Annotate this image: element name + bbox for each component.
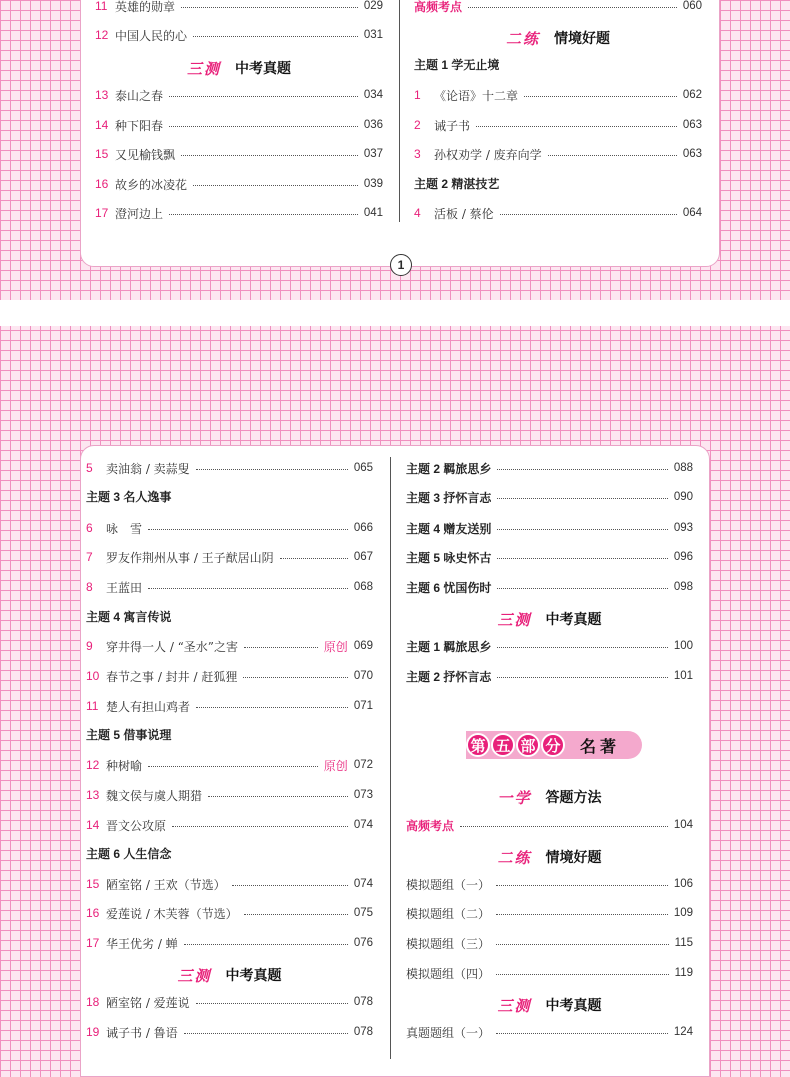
dot-leader — [496, 974, 669, 975]
column-divider-top — [399, 0, 400, 222]
dot-leader — [184, 944, 348, 945]
entry-title: 主题 5 咏史怀古 — [406, 550, 492, 565]
toc-entry[interactable] — [95, 0, 383, 16]
entry-title: 真题题组（一） — [406, 1025, 491, 1040]
toc-entry[interactable] — [414, 0, 702, 16]
entry-title: 故乡的冰凌花 — [115, 177, 188, 192]
entry-number: 1 — [414, 88, 421, 102]
toc-entry[interactable] — [406, 963, 693, 983]
section-label: 中考真题 — [225, 967, 282, 983]
toc-entry[interactable] — [406, 903, 693, 923]
entry-page: 063 — [682, 148, 702, 160]
entry-page: 069 — [353, 640, 373, 652]
part-char: 部 — [516, 733, 540, 757]
toc-entry[interactable] — [86, 458, 373, 478]
dot-leader — [497, 588, 667, 589]
entry-title: 种下阳春 — [115, 118, 164, 133]
entry-page: 101 — [673, 670, 693, 682]
entry-page: 029 — [363, 0, 383, 12]
dot-leader — [460, 826, 668, 827]
dot-leader — [497, 498, 667, 499]
entry-title: 模拟题组（三） — [406, 936, 491, 951]
entry-page: 071 — [353, 700, 373, 712]
entry-number: 11 — [95, 0, 108, 13]
toc-entry[interactable] — [406, 458, 693, 478]
entry-title: 模拟题组（二） — [406, 906, 491, 921]
original-note: 原创 — [323, 639, 348, 654]
entry-title: 王蓝田 — [106, 580, 143, 595]
section-tag: 二练 — [497, 849, 532, 867]
dot-leader — [181, 7, 358, 8]
theme-heading: 主题 2 精湛技艺 — [414, 177, 500, 191]
entry-page: 124 — [673, 1026, 693, 1038]
entry-number: 18 — [86, 995, 100, 1009]
entry-title: 主题 4 赠友送别 — [406, 521, 492, 536]
entry-title: 主题 6 忧国伤时 — [406, 580, 492, 595]
entry-number: 19 — [86, 1025, 100, 1039]
section-tag: 二练 — [505, 30, 540, 48]
toc-entry[interactable] — [86, 785, 373, 805]
toc-entry[interactable] — [86, 1022, 373, 1042]
dot-leader — [244, 914, 348, 915]
part-char: 分 — [541, 733, 565, 757]
entry-page: 098 — [673, 581, 693, 593]
entry-page: 070 — [353, 670, 373, 682]
entry-title: 中国人民的心 — [115, 28, 188, 43]
entry-page: 062 — [682, 89, 702, 101]
toc-entry[interactable] — [86, 903, 373, 923]
entry-page: 063 — [682, 119, 702, 131]
toc-entry[interactable] — [406, 933, 693, 953]
entry-title: 楚人有担山鸡者 — [106, 699, 191, 714]
page-number: 1 — [390, 254, 412, 276]
dot-leader — [184, 1033, 348, 1034]
toc-entry[interactable] — [406, 577, 693, 597]
entry-number: 4 — [414, 206, 421, 220]
entry-page: 072 — [353, 759, 373, 771]
toc-entry[interactable] — [86, 992, 373, 1012]
toc-entry[interactable] — [86, 755, 373, 775]
entry-title: 诫子书 — [434, 118, 471, 133]
entry-title: 主题 2 羁旅思乡 — [406, 461, 492, 476]
entry-number: 14 — [86, 818, 100, 832]
column-divider-bottom — [390, 457, 391, 1059]
entry-title: 春节之事 / 封井 / 赶狐狸 — [106, 669, 238, 684]
entry-page: 096 — [673, 551, 693, 563]
entry-title: 英雄的勋章 — [115, 0, 176, 14]
toc-entry[interactable] — [86, 696, 373, 716]
entry-page: 064 — [682, 207, 702, 219]
dot-leader — [280, 558, 348, 559]
dot-leader — [497, 529, 667, 530]
entry-page: 078 — [353, 996, 373, 1008]
section-label: 答题方法 — [545, 789, 602, 805]
entry-number: 13 — [95, 88, 109, 102]
entry-title: 高频考点 — [414, 0, 463, 14]
section-tag: 一学 — [497, 789, 532, 807]
dot-leader — [496, 944, 669, 945]
entry-number: 12 — [86, 758, 100, 772]
toc-entry[interactable] — [86, 933, 373, 953]
entry-number: 3 — [414, 147, 421, 161]
entry-number: 16 — [95, 177, 109, 191]
toc-entry[interactable] — [86, 547, 373, 567]
toc-entry[interactable] — [414, 85, 702, 105]
entry-page: 067 — [353, 551, 373, 563]
entry-title: 咏 雪 — [106, 521, 143, 536]
entry-title: 主题 3 抒怀言志 — [406, 490, 492, 505]
toc-entry[interactable] — [95, 85, 383, 105]
dot-leader — [496, 914, 668, 915]
toc-entry[interactable] — [86, 874, 373, 894]
dot-leader — [181, 155, 358, 156]
entry-title: 模拟题组（四） — [406, 966, 491, 981]
toc-entry[interactable] — [95, 25, 383, 45]
toc-entry[interactable] — [86, 666, 373, 686]
entry-title: 华王优劣 / 蝉 — [106, 936, 178, 951]
dot-leader — [497, 647, 667, 648]
entry-title: 爱莲说 / 木芙蓉（节选） — [106, 906, 238, 921]
dot-leader — [148, 766, 318, 767]
entry-page: 109 — [673, 907, 693, 919]
toc-entry[interactable] — [406, 815, 693, 835]
theme-heading: 主题 4 寓言传说 — [86, 610, 172, 624]
entry-number: 7 — [86, 550, 93, 564]
section-tag: 三测 — [497, 611, 532, 629]
entry-page: 039 — [363, 178, 383, 190]
entry-page: 088 — [673, 462, 693, 474]
entry-title: 陋室铭 / 爱莲说 — [106, 995, 190, 1010]
entry-title: 种树喻 — [106, 758, 143, 773]
toc-entry[interactable] — [406, 547, 693, 567]
entry-page: 065 — [353, 462, 373, 474]
entry-number: 9 — [86, 639, 93, 653]
toc-entry[interactable] — [95, 203, 383, 223]
dot-leader — [193, 185, 358, 186]
entry-page: 041 — [363, 207, 383, 219]
toc-entry[interactable] — [406, 636, 693, 656]
section-heading — [414, 26, 702, 50]
part-char: 第 — [466, 733, 490, 757]
entry-page: 034 — [363, 89, 383, 101]
entry-number: 2 — [414, 118, 421, 132]
entry-number: 16 — [86, 906, 100, 920]
entry-title: 泰山之春 — [115, 88, 164, 103]
entry-number: 10 — [86, 669, 100, 683]
toc-entry[interactable] — [95, 174, 383, 194]
entry-page: 074 — [353, 878, 373, 890]
entry-title: 主题 1 羁旅思乡 — [406, 639, 492, 654]
dot-leader — [524, 96, 677, 97]
entry-number: 17 — [86, 936, 100, 950]
entry-number: 15 — [95, 147, 109, 161]
entry-page: 073 — [353, 789, 373, 801]
entry-page: 074 — [353, 819, 373, 831]
entry-title: 卖油翁 / 卖蒜叟 — [106, 461, 190, 476]
dot-leader — [196, 1003, 348, 1004]
dot-leader — [169, 96, 358, 97]
dot-leader — [208, 796, 348, 797]
entry-number: 11 — [86, 699, 99, 713]
dot-leader — [169, 214, 358, 215]
toc-entry[interactable] — [86, 577, 373, 597]
toc-entry[interactable] — [414, 144, 702, 164]
section-label: 中考真题 — [545, 997, 602, 1013]
section-tag: 三测 — [177, 967, 212, 985]
dot-leader — [548, 155, 677, 156]
original-note: 原创 — [323, 758, 348, 773]
entry-title: 《论语》十二章 — [434, 88, 519, 103]
entry-page: 068 — [353, 581, 373, 593]
entry-number: 6 — [86, 521, 93, 535]
entry-page: 060 — [682, 0, 702, 12]
theme-heading: 主题 3 名人逸事 — [86, 490, 172, 504]
section-heading — [406, 845, 693, 869]
dot-leader — [196, 469, 348, 470]
entry-number: 15 — [86, 877, 100, 891]
section-label: 中考真题 — [545, 611, 602, 627]
entry-page: 078 — [353, 1026, 373, 1038]
dot-leader — [232, 885, 348, 886]
entry-title: 罗友作荆州从事 / 王子猷居山阴 — [106, 550, 274, 565]
entry-number: 13 — [86, 788, 100, 802]
toc-entry[interactable] — [414, 115, 702, 135]
dot-leader — [243, 677, 347, 678]
dot-leader — [196, 707, 348, 708]
entry-title: 模拟题组（一） — [406, 877, 491, 892]
dot-leader — [193, 36, 358, 37]
dot-leader — [497, 558, 667, 559]
part-five-banner — [466, 731, 642, 759]
entry-title: 孙权劝学 / 废弃向学 — [434, 147, 542, 162]
dot-leader — [497, 469, 667, 470]
section-label: 情境好题 — [554, 30, 610, 46]
entry-title: 又见榆钱飘 — [115, 147, 176, 162]
toc-entry[interactable] — [414, 203, 702, 223]
toc-entry[interactable] — [86, 518, 373, 538]
entry-page: 100 — [673, 640, 693, 652]
part-char: 五 — [491, 733, 515, 757]
entry-page: 104 — [673, 819, 693, 831]
entry-title: 高频考点 — [406, 818, 455, 833]
entry-title: 晋文公攻原 — [106, 818, 167, 833]
entry-page: 106 — [673, 878, 693, 890]
section-heading — [406, 607, 693, 631]
toc-entry[interactable] — [406, 874, 693, 894]
entry-page: 036 — [363, 119, 383, 131]
entry-title: 主题 2 抒怀言志 — [406, 669, 492, 684]
entry-number: 5 — [86, 461, 93, 475]
entry-number: 12 — [95, 28, 109, 42]
entry-number: 14 — [95, 118, 109, 132]
dot-leader — [148, 529, 348, 530]
theme-heading: 主题 5 借事说理 — [86, 728, 172, 742]
entry-title: 活板 / 蔡伦 — [434, 206, 494, 221]
entry-page: 076 — [353, 937, 373, 949]
dot-leader — [497, 677, 667, 678]
toc-entry[interactable] — [86, 636, 373, 656]
toc-entry[interactable] — [406, 518, 693, 538]
entry-page: 090 — [673, 491, 693, 503]
dot-leader — [476, 126, 677, 127]
dot-leader — [169, 126, 358, 127]
toc-entry[interactable] — [406, 1022, 693, 1042]
dot-leader — [148, 588, 348, 589]
dot-leader — [496, 885, 668, 886]
entry-page: 075 — [353, 907, 373, 919]
entry-page: 115 — [674, 937, 693, 949]
section-heading — [406, 993, 693, 1017]
entry-page: 119 — [674, 967, 693, 979]
part-title: 名著 — [580, 738, 621, 756]
section-heading — [95, 56, 383, 80]
entry-title: 穿井得一人 / “圣水”之害 — [106, 639, 238, 654]
dot-leader — [496, 1033, 668, 1034]
entry-page: 037 — [363, 148, 383, 160]
toc-entry[interactable] — [95, 115, 383, 135]
entry-page: 066 — [353, 522, 373, 534]
dot-leader — [500, 214, 677, 215]
entry-number: 17 — [95, 206, 109, 220]
dot-leader — [244, 647, 318, 648]
theme-heading: 主题 6 人生信念 — [86, 847, 172, 861]
section-heading — [86, 963, 373, 987]
section-label: 中考真题 — [235, 60, 291, 76]
entry-number: 8 — [86, 580, 93, 594]
toc-entry[interactable] — [406, 666, 693, 686]
section-heading — [406, 785, 693, 809]
dot-leader — [172, 826, 348, 827]
section-tag: 三测 — [497, 997, 532, 1015]
toc-entry[interactable] — [406, 487, 693, 507]
toc-entry[interactable] — [86, 815, 373, 835]
entry-title: 魏文侯与虞人期猎 — [106, 788, 203, 803]
toc-entry[interactable] — [95, 144, 383, 164]
section-tag: 三测 — [186, 60, 221, 78]
section-label: 情境好题 — [545, 849, 602, 865]
entry-title: 陋室铭 / 王欢（节选） — [106, 877, 226, 892]
entry-page: 031 — [363, 29, 383, 41]
entry-title: 诫子书 / 鲁语 — [106, 1025, 178, 1040]
theme-heading: 主题 1 学无止境 — [414, 58, 500, 72]
dot-leader — [468, 7, 677, 8]
entry-page: 093 — [673, 522, 693, 534]
page-separator — [0, 300, 790, 326]
entry-title: 澄河边上 — [115, 206, 164, 221]
